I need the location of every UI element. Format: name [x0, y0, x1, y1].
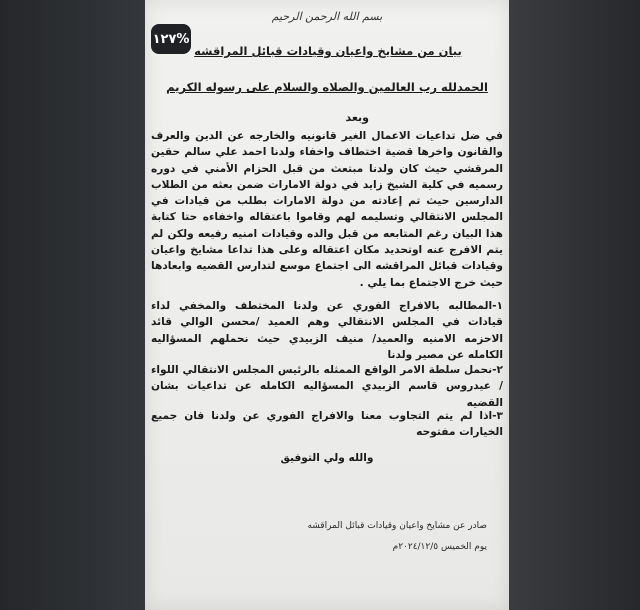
statement-title: بيان من مشايخ واعيان وقيادات قبائل المراقشه [194, 44, 462, 58]
opening-word: وبعد [345, 111, 369, 124]
video-background-right [509, 0, 640, 610]
zoom-badge[interactable]: ١٢٧% [151, 24, 191, 54]
demand-item-3: ٣-اذا لم يتم التجاوب معنا والافراج الفوري عن ولدنا فان جميع الخيارات مفتوحه [151, 410, 503, 439]
date-line: يوم الخميس ٢٠٢٤/١٢/٥م [392, 542, 487, 552]
demand-item-2: ٢-نحمل سلطة الامر الواقع الممثله بالرئيس المجلس الانتقالي اللواء / عيدروس قاسم الزبيدي المسؤاليه الكامله عن تداعيات بشان القضيه [151, 364, 503, 409]
praise-heading: الحمدلله رب العالمين والصلاه والسلام على رسوله الكريم [166, 80, 488, 94]
intro-paragraph: في ضل تداعيات الاعمال الغير قانونيه والخارجه عن الدين والعرف والقانون واخرها قضية اختطاف واخفاء ولدنا احمد علي سالم حقين المرقشي حيث كان ولدنا مبتعث من قبل الحزام الأمني في دوره رسميه في كلية الشيخ زايد في دولة الامارات ضمن بعثه من الطلاب الدارسين حيث تم إعادته من دولة الامارات بطلب من قيادات في المجلس الانتقالي وتسليمه لهم وقاموا باعتقاله واخفاءه حتا كتابة هذا البيان رغم المتابعه من قبل والده وقيادات امنيه رفيعه ولكن لم يتم الافرج عنه اوتحديد مكان اعتقاله وعلى هذا تداعا مشايخ واعيان وقيادات قبائل المراقشه الى اجتماع موسع لتدارس القضيه وابعادها حيث خرج الاجتماع بما يلي . [151, 130, 503, 289]
closing-line: والله ولي التوفيق [280, 452, 374, 464]
video-background-left [0, 0, 145, 610]
issuer-line: صادر عن مشايخ واعيان وقيادات قبائل المراقشه [307, 521, 487, 531]
demand-item-1: ١-المطالبه بالافراج الفوري عن ولدنا المختطف والمخفي لداء قيادات في المجلس الانتقالي وهم العميد /محسن الوالي قائد الاحزمه الامنيه والعميد/ منيف الزبيدي حيث نحملهم المسؤاليه الكامله عن مصير ولدنا [151, 300, 503, 361]
document-sheet [145, 0, 509, 610]
basmala: بسم الله الرحمن الرحيم [271, 10, 383, 23]
